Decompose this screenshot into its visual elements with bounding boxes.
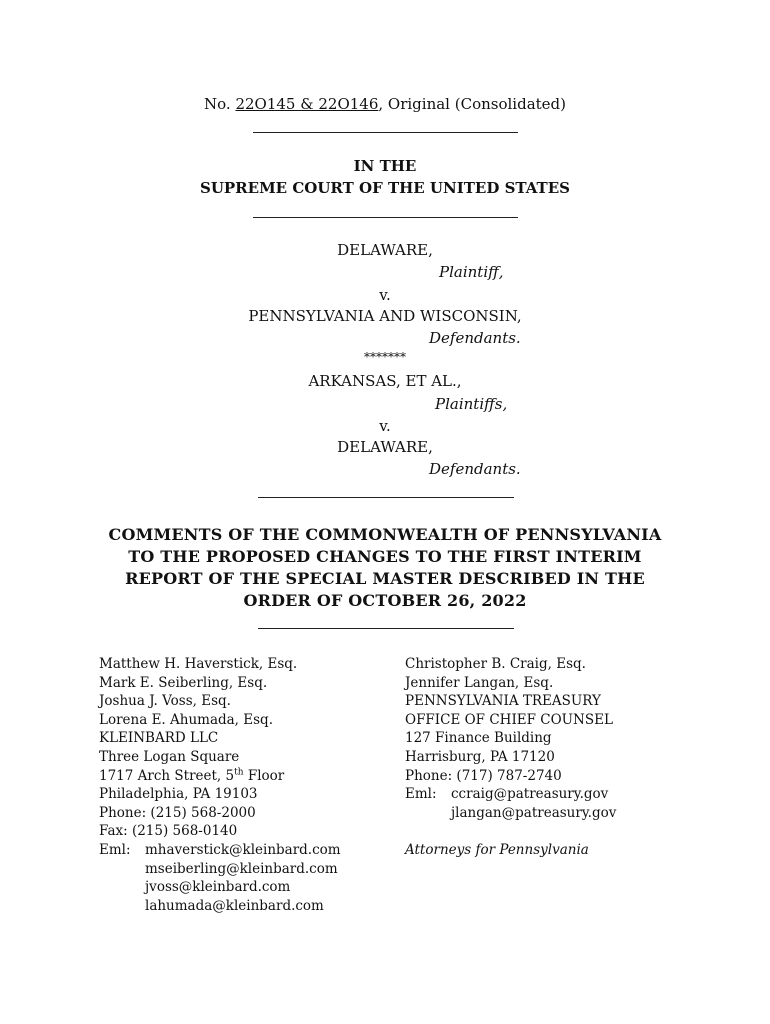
document-title-line-2: TO THE PROPOSED CHANGES TO THE FIRST INTERIM xyxy=(128,547,642,566)
org-name: OFFICE OF CHIEF COUNSEL xyxy=(405,711,613,728)
email-link[interactable]: jlangan@patreasury.gov xyxy=(451,804,617,821)
email-label: Eml: xyxy=(405,786,437,803)
document-title-line-4: ORDER OF OCTOBER 26, 2022 xyxy=(243,591,527,610)
fax-line: Fax: (215) 568-0140 xyxy=(99,823,238,840)
counsel-name: Christopher B. Craig, Esq. xyxy=(405,656,586,672)
firm-name: KLEINBARD LLC xyxy=(99,730,219,747)
caption2-party2: DELAWARE, xyxy=(337,438,433,456)
email-label: Eml: xyxy=(99,841,131,858)
caption2-party1: ARKANSAS, ET AL., xyxy=(308,372,462,390)
email-link[interactable]: jvoss@kleinbard.com xyxy=(145,879,291,896)
spacer xyxy=(405,822,616,841)
email-link[interactable]: lahumada@kleinbard.com xyxy=(145,897,324,914)
counsel-name: Mark E. Seiberling, Esq. xyxy=(99,674,268,691)
court-line-2: SUPREME COURT OF THE UNITED STATES xyxy=(199,179,570,197)
phone-line: Phone: (215) 568-2000 xyxy=(99,804,256,821)
caption1-party1: DELAWARE, xyxy=(337,241,433,259)
org-name: PENNSYLVANIA TREASURY xyxy=(405,693,601,710)
divider xyxy=(258,628,514,629)
phone-line: Phone: (717) 787-2740 xyxy=(405,767,562,784)
caption1-versus: v. xyxy=(379,286,391,304)
counsel-name: Jennifer Langan, Esq. xyxy=(405,674,554,691)
caption2-versus: v. xyxy=(379,417,391,435)
docket-number: No. 22O145 & 22O146, Original (Consolidated) xyxy=(204,95,566,113)
case-numbers: 22O145 & 22O146 xyxy=(235,95,379,113)
email-link[interactable]: mhaverstick@kleinbard.com xyxy=(145,841,341,858)
court-line-1: IN THE xyxy=(353,157,417,175)
city-line: Harrisburg, PA 17120 xyxy=(405,748,555,765)
caption1-role2: Defendants. xyxy=(429,329,521,347)
counsel-name: Joshua J. Voss, Esq. xyxy=(99,693,231,710)
address-line: 1717 Arch Street, 5th Floor xyxy=(99,767,285,784)
caption2-role2: Defendants. xyxy=(429,460,521,478)
email-link[interactable]: ccraig@patreasury.gov xyxy=(451,786,609,803)
divider xyxy=(258,497,514,498)
document-title-line-3: REPORT OF THE SPECIAL MASTER DESCRIBED IN THE xyxy=(125,569,645,588)
caption2-role1: Plaintiffs, xyxy=(435,395,508,413)
email-line xyxy=(99,841,341,860)
divider xyxy=(253,217,518,218)
counsel-name: Lorena E. Ahumada, Esq. xyxy=(99,711,273,728)
attorneys-signature: Attorneys for Pennsylvania xyxy=(405,841,589,858)
city-line: Philadelphia, PA 19103 xyxy=(99,786,258,803)
address-line: 127 Finance Building xyxy=(405,730,552,747)
email-link[interactable]: mseiberling@kleinbard.com xyxy=(145,860,338,877)
document-title-line-1: COMMENTS OF THE COMMONWEALTH OF PENNSYLVANIA xyxy=(108,525,662,544)
divider xyxy=(253,132,518,133)
counsel-name: Matthew H. Haverstick, Esq. xyxy=(99,656,298,672)
caption1-party2: PENNSYLVANIA AND WISCONSIN, xyxy=(248,307,522,325)
right-counsel-block xyxy=(405,655,616,860)
caption1-role1: Plaintiff, xyxy=(439,263,504,281)
email-line xyxy=(405,785,616,804)
left-counsel-block xyxy=(99,655,341,915)
caption-separator: ******* xyxy=(364,350,406,364)
address-line: Three Logan Square xyxy=(99,748,240,765)
